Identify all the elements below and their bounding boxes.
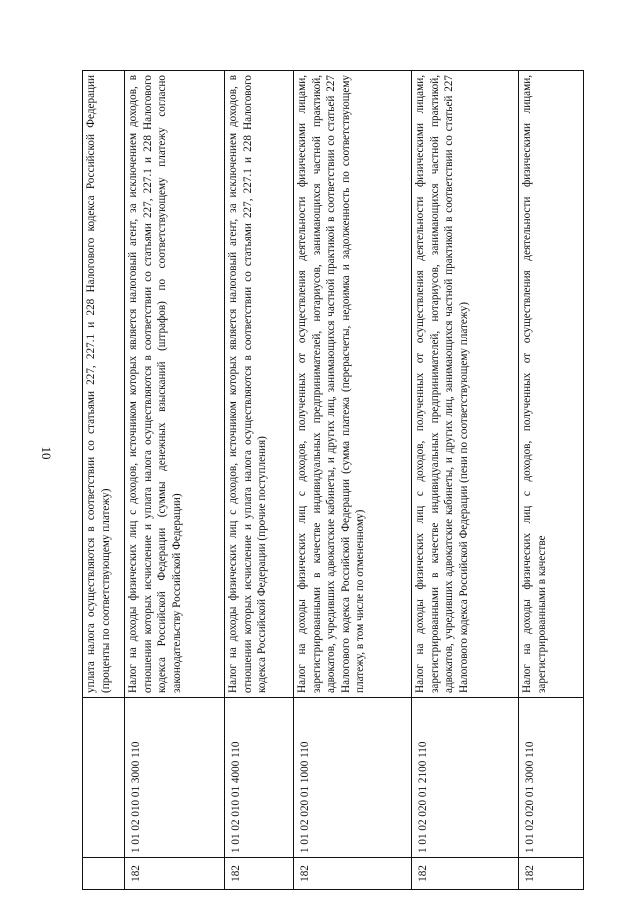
budget-codes-table — [82, 70, 584, 890]
page-number: 10 — [39, 446, 54, 460]
admin-code-cell: 182 — [225, 858, 294, 890]
rotated-page-content — [82, 70, 584, 890]
kbk-code-cell: 1 01 02 020 01 2100 110 — [412, 698, 519, 858]
table-row — [225, 71, 294, 890]
admin-code-cell: 182 — [519, 858, 584, 890]
description-cell: Налог на доходы физических лиц с доходов, полученных от осуществления деятельности физическими лицами, зарегистрированными в качестве индивидуальных предпринимателей, нотариусов, занимающихся частной практикой, адвокатов, учредивших адвокатские кабинеты, и других лиц, занимающихся частной практикой в соответствии со статьей 227 Налогового кодекса Российской Федерации (сумма платежа (перерасчеты, недоимка и задолженность по соответствующему платежу, в том числе по отмененному) — [294, 71, 412, 698]
table-row — [125, 71, 225, 890]
description-cell: Налог на доходы физических лиц с доходов, полученных от осуществления деятельности физическими лицами, зарегистрированными в качестве — [519, 71, 584, 698]
admin-code-cell: 182 — [125, 858, 225, 890]
description-cell: Налог на доходы физических лиц с доходов, полученных от осуществления деятельности физическими лицами, зарегистрированными в качестве индивидуальных предпринимателей, нотариусов, занимающихся частной практикой, адвокатов, учредивших адвокатские кабинеты, и других лиц, занимающихся частной практикой в соответствии со статьей 227 Налогового кодекса Российской Федерации (пени по соответствующему платежу) — [412, 71, 519, 698]
kbk-code-cell: 1 01 02 010 01 3000 110 — [125, 698, 225, 858]
admin-code-cell — [83, 858, 125, 890]
admin-code-cell: 182 — [294, 858, 412, 890]
description-cell: уплата налога осуществляются в соответствии со статьями 227, 227.1 и 228 Налогового кодекса Российской Федерации (проценты по соответствующему платежу) — [83, 71, 125, 698]
table-row — [83, 71, 125, 890]
kbk-code-cell: 1 01 02 010 01 4000 110 — [225, 698, 294, 858]
description-cell: Налог на доходы физических лиц с доходов, источником которых является налоговый агент, за исключением доходов, в отношении которых исчисление и уплата налога осуществляются в соответствии со статьями 227, 227.1 и 228 Налогового кодекса Российской Федерации (прочие поступления) — [225, 71, 294, 698]
table-row — [519, 71, 584, 890]
kbk-code-cell: 1 01 02 020 01 1000 110 — [294, 698, 412, 858]
table-row — [412, 71, 519, 890]
description-cell: Налог на доходы физических лиц с доходов, источником которых является налоговый агент, за исключением доходов, в отношении которых исчисление и уплата налога осуществляются в соответствии со статьями 227, 227.1 и 228 Налогового кодекса Российской Федерации (суммы денежных взысканий (штрафов) по соответствующему платежу согласно законодательству Российской Федерации) — [125, 71, 225, 698]
kbk-code-cell: 1 01 02 020 01 3000 110 — [519, 698, 584, 858]
table-row — [294, 71, 412, 890]
admin-code-cell: 182 — [412, 858, 519, 890]
kbk-code-cell — [83, 698, 125, 858]
